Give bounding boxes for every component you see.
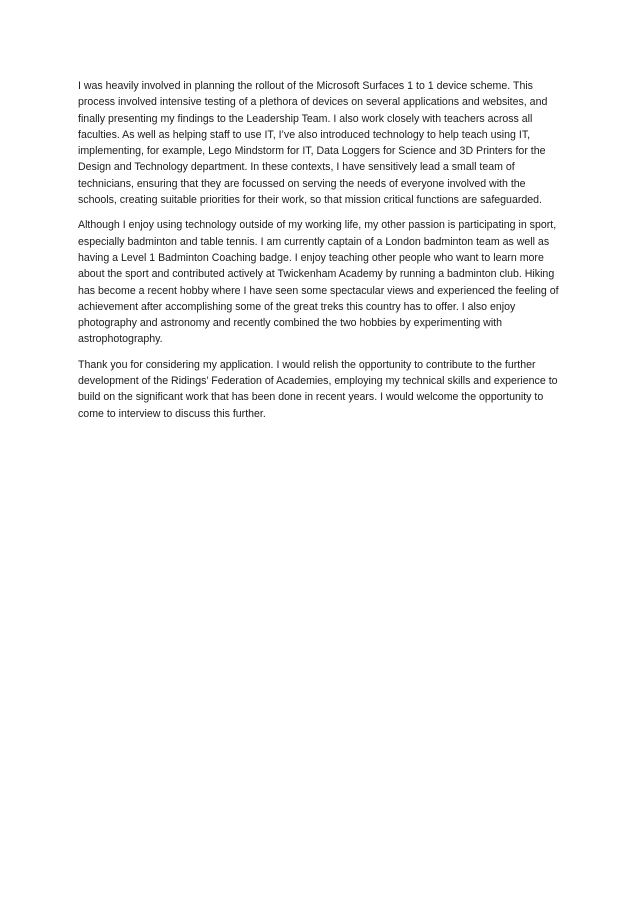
paragraph-experience: I was heavily involved in planning the rollout of the Microsoft Surfaces 1 to 1 device scheme. This process involved intensive testing of a plethora of devices on several applications and websites, and finally presenting my findings to the Leadership Team. I also work closely with teachers across all faculties. As well as helping staff to use IT, I’ve also introduced technology to help teach using IT, implementing, for example, Lego Mindstorm for IT, Data Loggers for Science and 3D Printers for the Design and Technology department. In these contexts, I have sensitively lead a small team of technicians, ensuring that they are focussed on serving the needs of everyone involved with the schools, creating suitable priorities for their work, so that mission critical functions are safeguarded. xyxy=(78,80,548,207)
document-body xyxy=(78,78,564,431)
paragraph-interests: Although I enjoy using technology outside of my working life, my other passion is participating in sport, especially badminton and table tennis. I am currently captain of a London badminton team as well as having a Level 1 Badminton Coaching badge. I enjoy teaching other people who want to learn more about the sport and contributed actively at Twickenham Academy by running a badminton club. Hiking has become a recent hobby where I have seen some spectacular views and experienced the feeling of achievement after accomplishing some of the great treks this country has to offer. I also enjoy photography and astronomy and recently combined the two hobbies by experimenting with astrophotography. xyxy=(78,219,559,346)
paragraph-closing: Thank you for considering my application. I would relish the opportunity to contribute to the further development of the Ridings’ Federation of Academies, employing my technical skills and experience to build on the significant work that has been done in recent years. I would welcome the opportunity to come to interview to discuss this further. xyxy=(78,358,558,420)
